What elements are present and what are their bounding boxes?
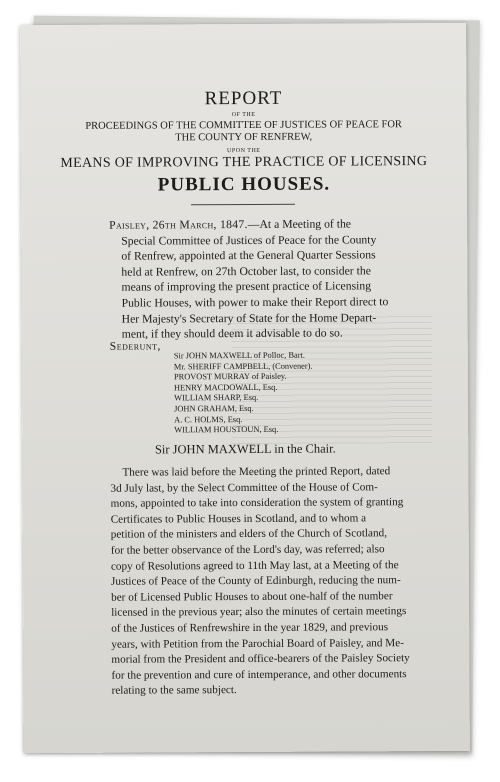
divider-rule xyxy=(191,204,295,206)
upon-the-label: UPON THE xyxy=(227,147,261,155)
report-title: REPORT xyxy=(204,87,283,110)
member-name: JOHN GRAHAM, Esq. xyxy=(174,403,254,414)
member-name: PROVOST MURRAY of Paisley. xyxy=(173,371,287,382)
members-list xyxy=(174,351,313,436)
member-name: HENRY MACDOWALL, Esq. xyxy=(173,382,278,393)
member-name: A. C. HOLMS, Esq. xyxy=(174,414,243,424)
main-paragraph: There was laid before the Meeting the printed Report, dated 3d July last, by the Select Committee of the House of Com- mons, appointed to take into consideration the system of granting Certificates to Public Houses in Scotland, and to whom a petition of the ministers and elders of the Church of Scotland, for the better observance of the Lord's day, was referred; also copy of Resolutions agreed to 11th May last, at a Meeting of the Justices of Peace of the County of Edinburgh, reducing the num- ber of Licensed Public Houses to about one-half of the number licensed in the previous year; also the minutes of certain meetings of the Justices of Renfrewshire in the year 1829, and previous years, with Petition from the Parochial Board of Paisley, and Me- morial from the President and office-bearers of the Paisley Society for the prevention and cure of intemperance, and other documents relating to the same subject. xyxy=(110,465,410,698)
member-name: Mr. SHERIFF CAMPBELL, (Convener). xyxy=(173,361,313,371)
proceedings-heading: PROCEEDINGS OF THE COMMITTEE OF JUSTICES OF PEACE FOR THE COUNTY OF RENFREW, xyxy=(85,119,402,144)
sederunt-label: Sederunt, xyxy=(109,340,161,353)
of-the-label: OF THE xyxy=(231,111,256,119)
means-heading: MEANS OF IMPROVING THE PRACTICE OF LICENSING xyxy=(60,154,428,171)
place-date: Paisley, 26th March, 1847. xyxy=(109,217,248,232)
opening-paragraph: Paisley, 26th March, 1847.—At a Meeting of the Special Committee of Justices of Peace for the County of Renfrew, appointed at the General Quarter Sessions held at Renfrew, on 27th October last, to consider the means of improving the present practice of Licensing Public Houses, with power to make their Report direct to Her Majesty's Secretary of State for the Home Depart- ment, if they should deem it advisable to do so. xyxy=(109,217,389,341)
public-houses-heading: PUBLIC HOUSES. xyxy=(157,173,331,196)
document-page xyxy=(20,23,470,753)
chair-line: Sir JOHN MAXWELL in the Chair. xyxy=(154,441,336,457)
member-name: WILLIAM HOUSTOUN, Esq. xyxy=(174,424,279,435)
member-name: Sir JOHN MAXWELL of Polloc, Bart. xyxy=(173,350,305,361)
member-name: WILLIAM SHARP, Esq. xyxy=(174,393,259,403)
